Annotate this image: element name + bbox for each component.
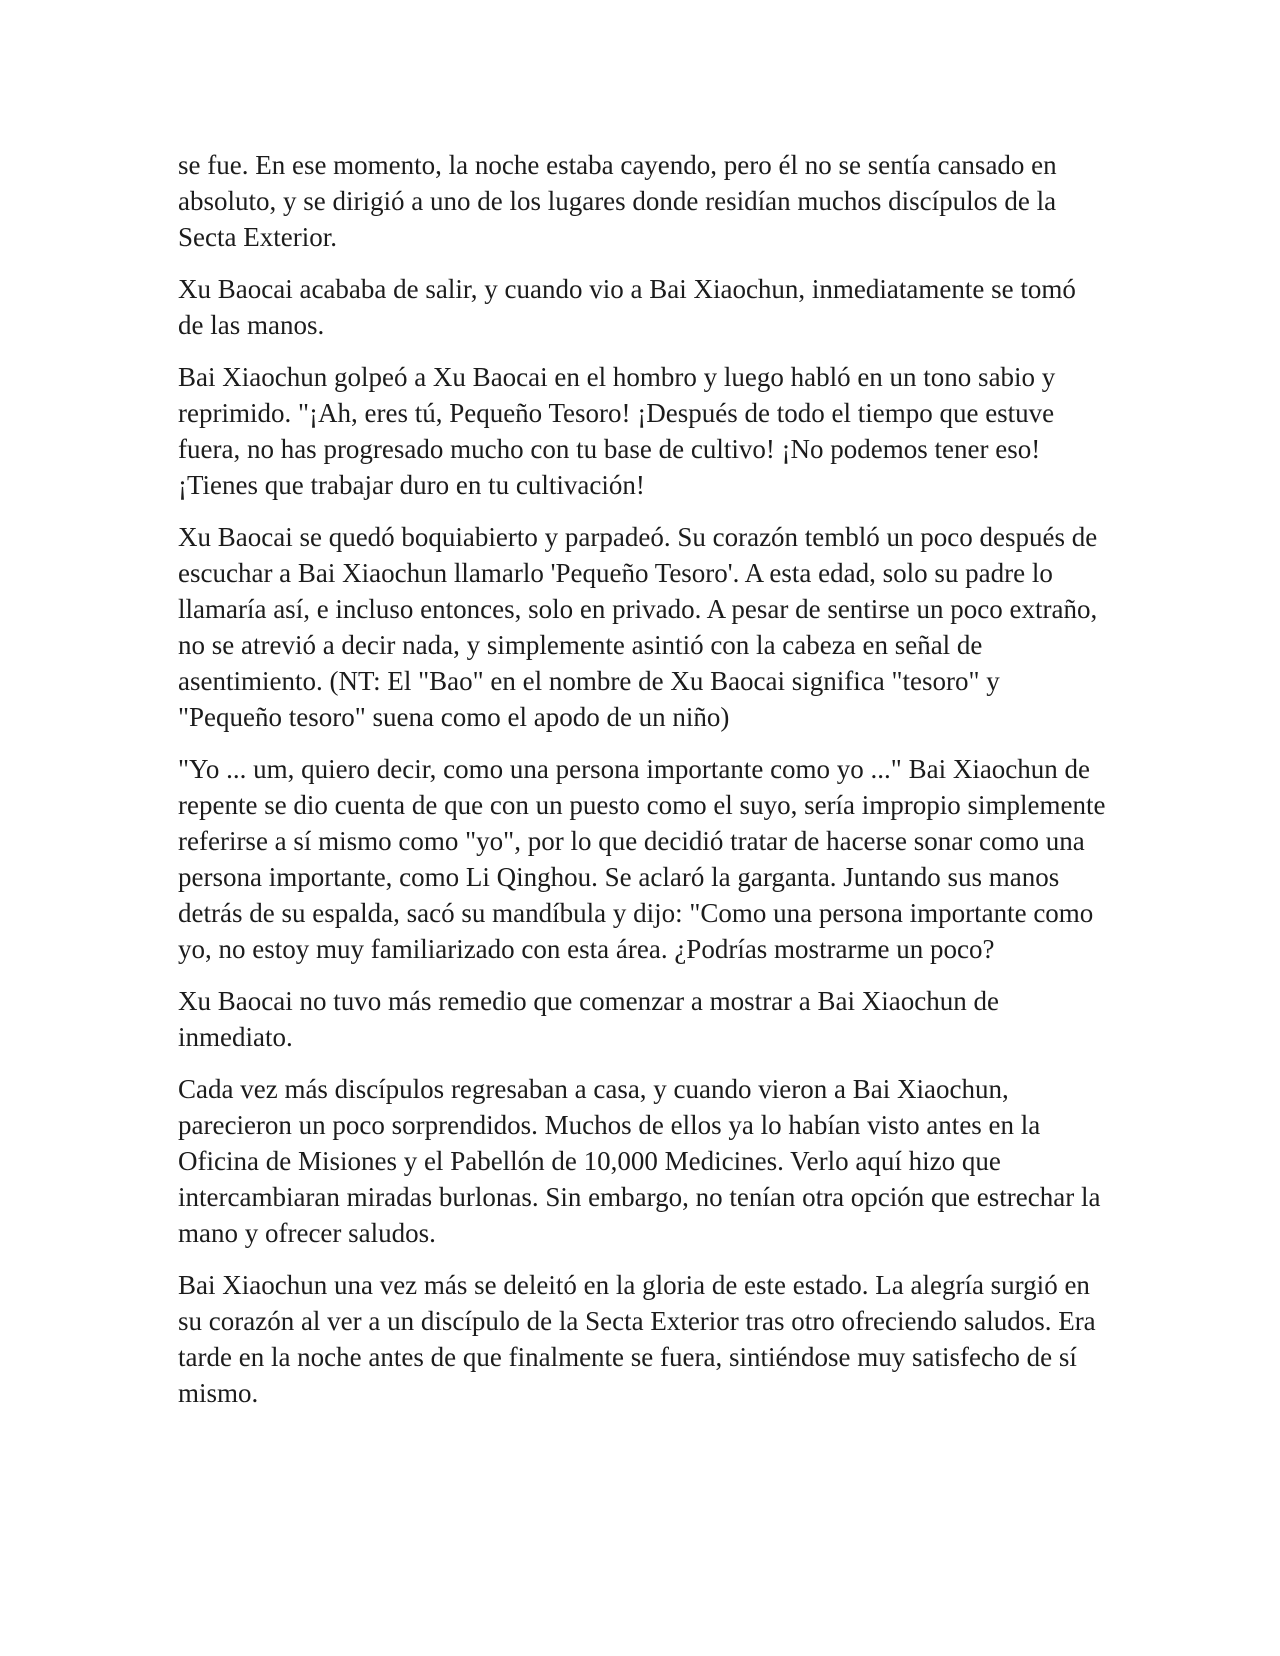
paragraph-2: Xu Baocai acababa de salir, y cuando vio a Bai Xiaochun, inmediatamente se tomó de las manos. bbox=[178, 274, 1076, 340]
paragraph-3: Bai Xiaochun golpeó a Xu Baocai en el hombro y luego habló en un tono sabio y reprimido. "¡Ah, eres tú, Pequeño Tesoro! ¡Después de todo el tiempo que estuve fuera, no has progresado mucho con tu base de cultivo! ¡No podemos tener eso! ¡Tienes que trabajar duro en tu cultivación! bbox=[178, 362, 1056, 500]
paragraph-4: Xu Baocai se quedó boquiabierto y parpadeó. Su corazón tembló un poco después de escuchar a Bai Xiaochun llamarlo 'Pequeño Tesoro'. A esta edad, solo su padre lo llamaría así, e incluso entonces, solo en privado. A pesar de sentirse un poco extraño, no se atrevió a decir nada, y simplemente asintió con la cabeza en señal de asentimiento. (NT: El "Bao" en el nombre de Xu Baocai significa "tesoro" y "Pequeño tesoro" suena como el apodo de un niño) bbox=[178, 522, 1098, 732]
paragraph-6: Xu Baocai no tuvo más remedio que comenzar a mostrar a Bai Xiaochun de inmediato. bbox=[178, 986, 999, 1052]
paragraph-8: Bai Xiaochun una vez más se deleitó en la gloria de este estado. La alegría surgió en su corazón al ver a un discípulo de la Secta Exterior tras otro ofreciendo saludos. Era tarde en la noche antes de que finalmente se fuera, sintiéndose muy satisfecho de sí mismo. bbox=[178, 1270, 1096, 1408]
document-body bbox=[178, 147, 1108, 1427]
paragraph-1: se fue. En ese momento, la noche estaba cayendo, pero él no se sentía cansado en absoluto, y se dirigió a uno de los lugares donde residían muchos discípulos de la Secta Exterior. bbox=[178, 150, 1057, 252]
paragraph-5: "Yo ... um, quiero decir, como una persona importante como yo ..." Bai Xiaochun de repente se dio cuenta de que con un puesto como el suyo, sería impropio simplemente referirse a sí mismo como "yo", por lo que decidió tratar de hacerse sonar como una persona importante, como Li Qinghou. Se aclaró la garganta. Juntando sus manos detrás de su espalda, sacó su mandíbula y dijo: "Como una persona importante como yo, no estoy muy familiarizado con esta área. ¿Podrías mostrarme un poco? bbox=[178, 754, 1106, 964]
paragraph-7: Cada vez más discípulos regresaban a casa, y cuando vieron a Bai Xiaochun, parecieron un poco sorprendidos. Muchos de ellos ya lo habían visto antes en la Oficina de Misiones y el Pabellón de 10,000 Medicines. Verlo aquí hizo que intercambiaran miradas burlonas. Sin embargo, no tenían otra opción que estrechar la mano y ofrecer saludos. bbox=[178, 1074, 1101, 1248]
